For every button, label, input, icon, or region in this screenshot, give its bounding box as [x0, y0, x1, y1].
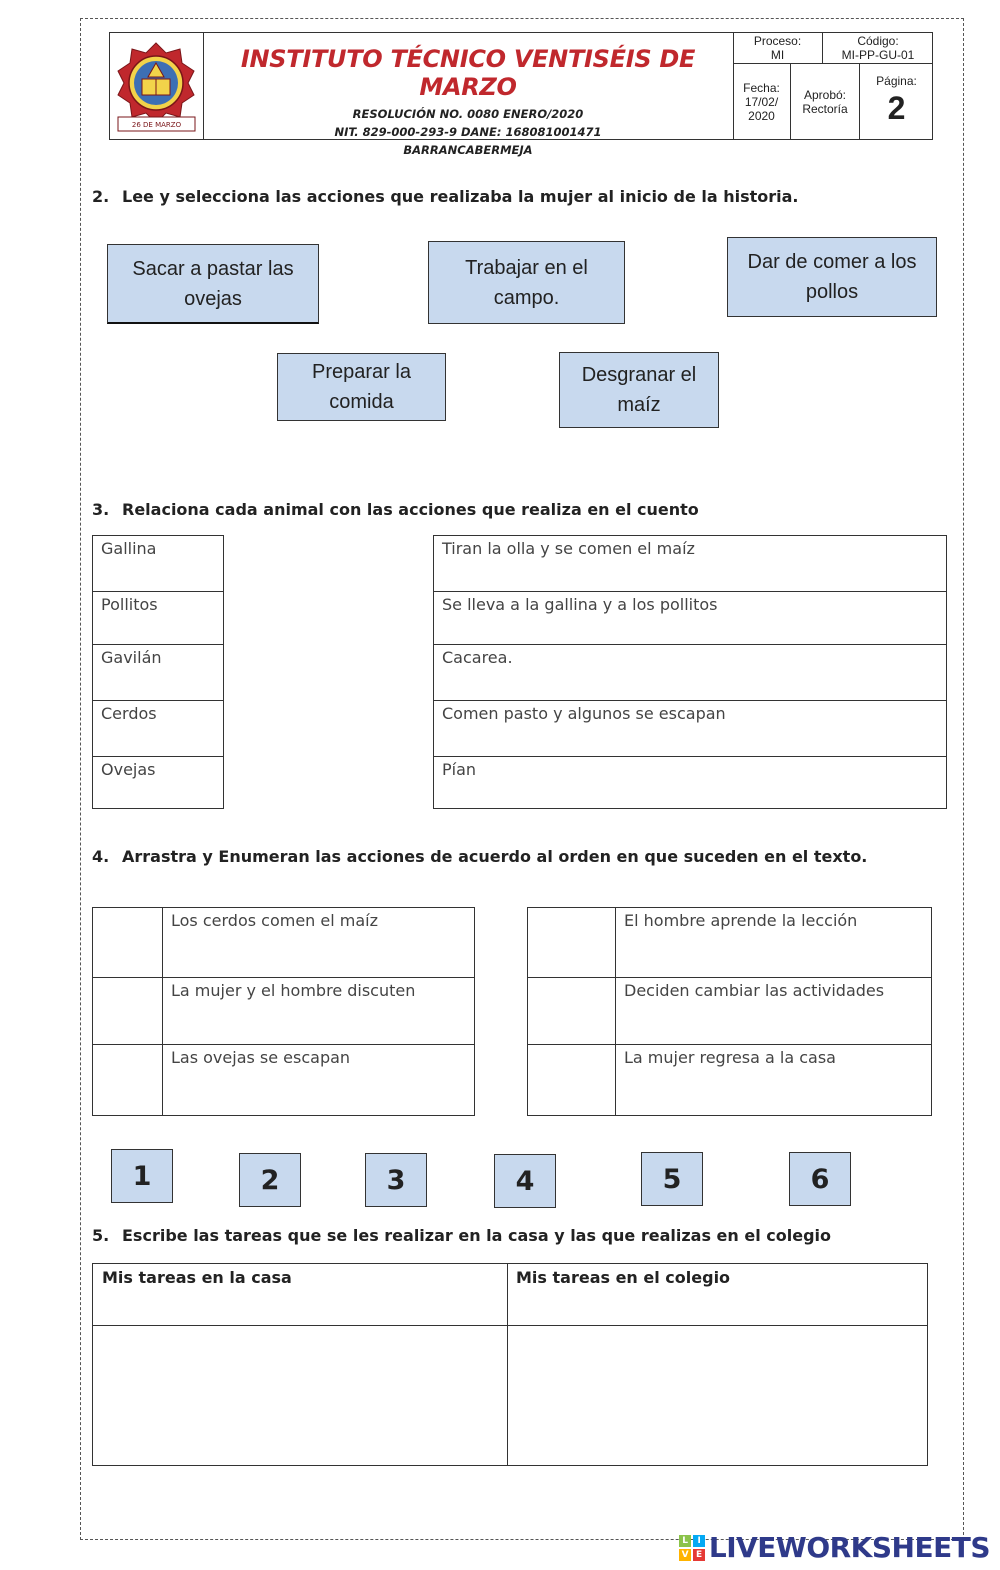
option-card-2-line1: Trabajar en el [465, 256, 588, 279]
document-header [109, 32, 933, 157]
number-tile-1[interactable]: 1 [111, 1149, 173, 1203]
number-tile-4[interactable]: 4 [494, 1154, 556, 1208]
pagina-value: 2 [887, 90, 906, 126]
logo-banner-text: 26 DE MARZO [131, 121, 182, 129]
option-card-5-line2: maíz [617, 394, 661, 416]
number-tile-5[interactable]: 5 [641, 1152, 703, 1206]
option-card-2[interactable] [428, 241, 625, 324]
aprobo-label: Aprobó: [803, 88, 847, 102]
animal-cell[interactable]: Gavilán [93, 645, 224, 701]
number-tile-2[interactable]: 2 [239, 1153, 301, 1207]
fecha-value-1: 17/02/ [744, 95, 779, 109]
action-cell[interactable]: Comen pasto y algunos se escapan [434, 701, 947, 757]
action-cell[interactable]: Tiran la olla y se comen el maíz [434, 536, 947, 592]
action-cell[interactable]: Pían [434, 757, 947, 809]
option-card-1-line1: Sacar a pastar las [132, 257, 294, 280]
institution-block [203, 33, 734, 157]
action-cell[interactable]: Se lleva a la gallina y a los pollitos [434, 592, 947, 645]
liveworksheets-wordmark: LIVEWORKSHEETS [708, 1531, 990, 1564]
school-tasks-header: Mis tareas en el colegio [507, 1264, 927, 1326]
question-4-text: Arrastra y Enumeran las acciones de acuerdo al orden en que suceden en el texto. [122, 847, 868, 866]
question-2 [92, 187, 799, 206]
animal-cell[interactable]: Pollitos [93, 592, 224, 645]
option-card-1-line2: ovejas [184, 287, 242, 310]
question-2-text: Lee y selecciona las acciones que realizaba la mujer al inicio de la historia. [122, 187, 799, 206]
actions-table [433, 535, 947, 809]
number-tile-6[interactable]: 6 [789, 1152, 851, 1206]
sequence-table-right [527, 907, 932, 1116]
aprobo-value: Rectoría [802, 102, 848, 116]
proceso-label: Proceso: [753, 34, 802, 48]
question-3 [92, 500, 699, 519]
sequence-table-left [92, 907, 475, 1116]
liveworksheets-mark-icon: L I V E [679, 1535, 705, 1561]
order-drop-slot[interactable] [93, 908, 163, 978]
institution-name: INSTITUTO TÉCNICO VENTISÉIS DE MARZO [240, 45, 696, 101]
codigo-label: Código: [857, 34, 899, 48]
proceso-value: MI [770, 48, 785, 62]
option-card-1[interactable] [107, 244, 319, 324]
option-card-2-line2: campo. [493, 286, 560, 309]
sequence-item: El hombre aprende la lección [616, 908, 932, 978]
order-drop-slot[interactable] [528, 978, 616, 1045]
question-5-text: Escribe las tareas que se les realizar en la casa y las que realizas en el colegio [122, 1226, 832, 1245]
question-5-number: 5. [92, 1226, 110, 1245]
action-cell[interactable]: Cacarea. [434, 645, 947, 701]
pagina-label: Página: [876, 74, 917, 88]
order-drop-slot[interactable] [93, 978, 163, 1045]
sequence-item: Deciden cambiar las actividades [616, 978, 932, 1045]
aprobo-cell [791, 88, 859, 116]
fecha-label: Fecha: [743, 81, 780, 95]
question-5 [92, 1226, 831, 1245]
option-card-3-line2: pollos [805, 281, 859, 303]
nit-line: NIT. 829-000-293-9 DANE: 168081001471 [334, 125, 602, 139]
home-tasks-input[interactable] [93, 1326, 507, 1465]
option-card-5[interactable] [559, 352, 719, 428]
liveworksheets-logo [679, 1531, 990, 1564]
codigo-cell [823, 34, 933, 62]
sequence-item: Las ovejas se escapan [163, 1045, 475, 1116]
option-card-4[interactable] [277, 353, 446, 421]
animal-cell[interactable]: Cerdos [93, 701, 224, 757]
animals-table [92, 535, 224, 809]
order-drop-slot[interactable] [528, 908, 616, 978]
sequence-item: La mujer y el hombre discuten [163, 978, 475, 1045]
codigo-value: MI-PP-GU-01 [841, 48, 915, 62]
question-3-text: Relaciona cada animal con las acciones que realiza en el cuento [122, 500, 699, 519]
order-drop-slot[interactable] [93, 1045, 163, 1116]
fecha-value-2: 2020 [748, 109, 775, 123]
option-card-4-line1: Preparar la [312, 361, 411, 383]
option-card-4-line2: comida [329, 391, 394, 413]
question-2-number: 2. [92, 187, 110, 206]
school-tasks-input[interactable] [508, 1326, 927, 1465]
animal-cell[interactable]: Ovejas [93, 757, 224, 809]
sequence-item: Los cerdos comen el maíz [163, 908, 475, 978]
sequence-item: La mujer regresa a la casa [616, 1045, 932, 1116]
fecha-cell [733, 81, 790, 123]
number-tile-3[interactable]: 3 [365, 1153, 427, 1207]
question-4 [92, 847, 867, 866]
order-drop-slot[interactable] [528, 1045, 616, 1116]
question-3-number: 3. [92, 500, 110, 519]
tasks-table [92, 1263, 928, 1466]
option-card-3[interactable] [727, 237, 937, 317]
school-crest-icon [110, 33, 203, 139]
city-line: BARRANCABERMEJA [403, 143, 533, 157]
school-logo [110, 33, 204, 139]
resolution-line: RESOLUCIÓN NO. 0080 ENERO/2020 [352, 107, 584, 121]
proceso-cell [733, 34, 822, 62]
option-card-3-line1: Dar de comer a los [747, 251, 917, 273]
question-4-number: 4. [92, 847, 110, 866]
animal-cell[interactable]: Gallina [93, 536, 224, 592]
option-card-5-line1: Desgranar el [581, 364, 697, 386]
home-tasks-header: Mis tareas en la casa [93, 1264, 507, 1326]
pagina-cell [860, 74, 933, 128]
